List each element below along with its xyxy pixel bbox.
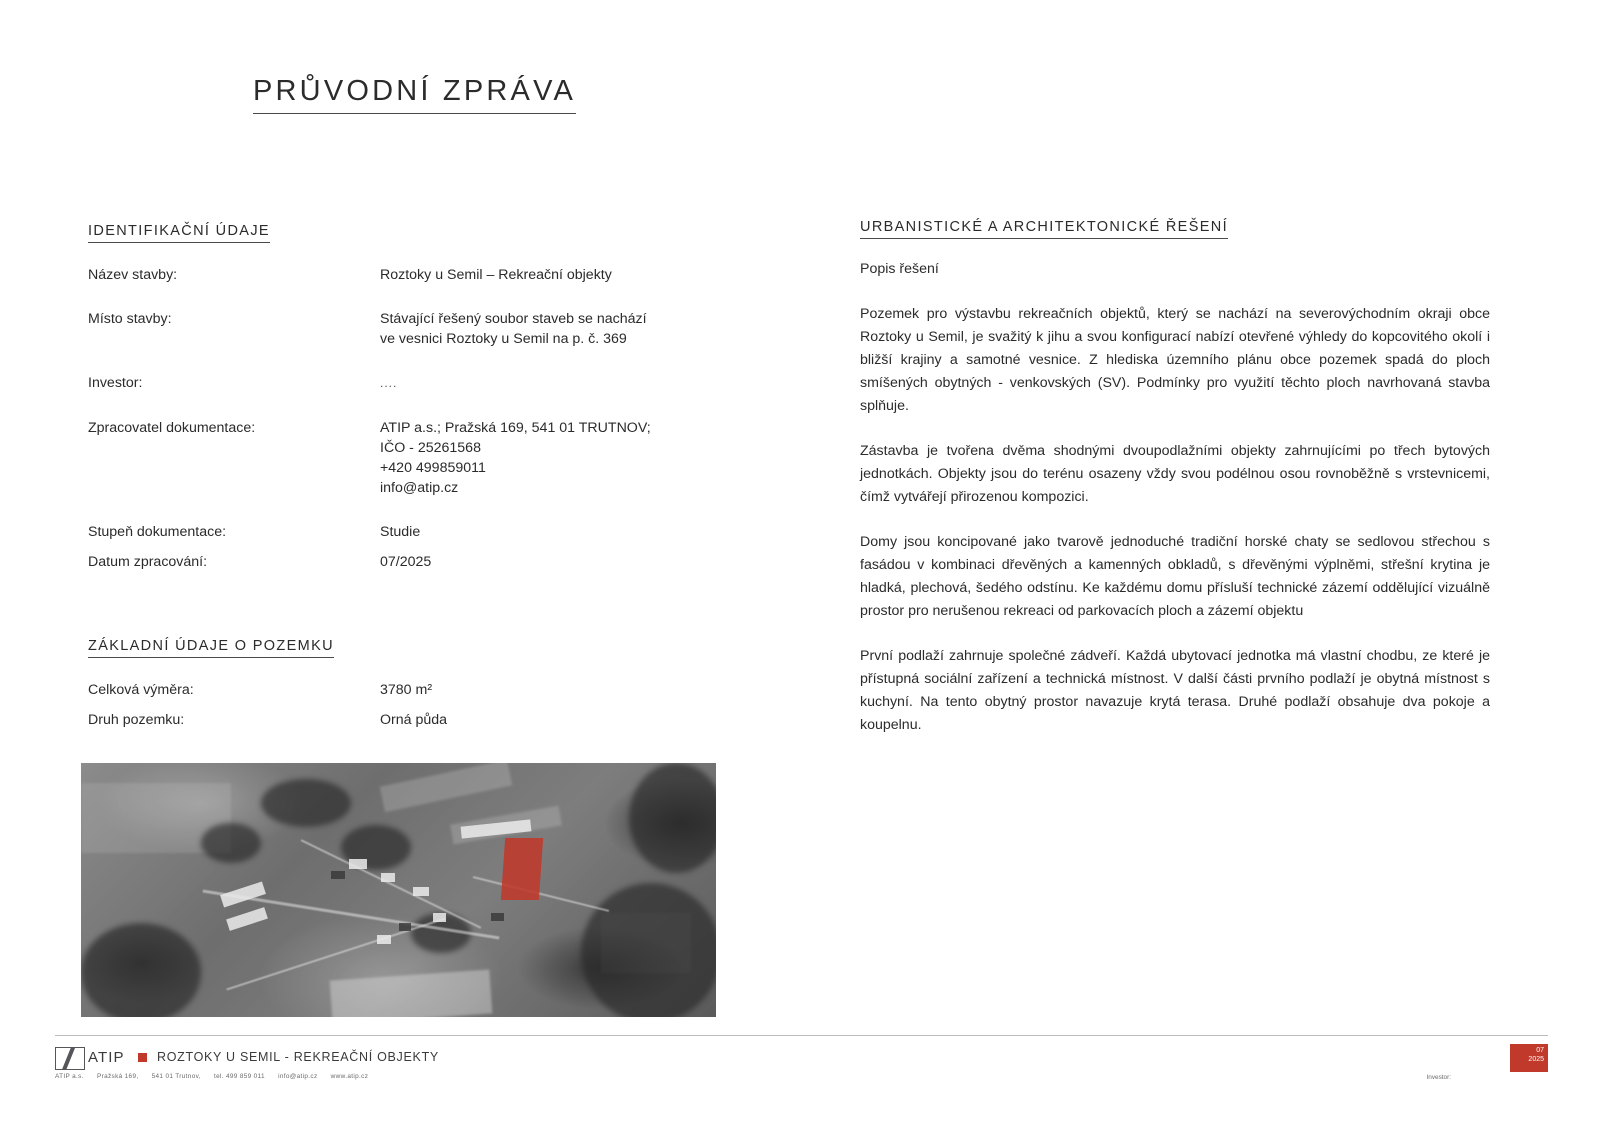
page-date-badge	[1510, 1044, 1548, 1072]
row-value-line: info@atip.cz	[380, 480, 459, 497]
fineprint-item: ATIP a.s.	[55, 1073, 84, 1080]
row-value: Orná půda	[380, 711, 448, 728]
page-footer	[55, 1044, 1548, 1090]
photo-tree-mass	[581, 883, 716, 1017]
row-label: Druh pozemku:	[88, 711, 185, 728]
photo-building	[413, 887, 429, 896]
body-paragraph: Pozemek pro výstavbu rekreačních objektů, který se nachází na severovýchodním okraji obce Roztoky u Semil, je svažitý k jihu a svou konfigurací nabízí otevřené výhledy do kopcovitého okolí i bližší krajiny a samotné vesnice. Z hlediska územního plánu obce pozemek spadá do ploch smíšených obytných - venkovských (SV). Podmínky pro využití těchto ploch navrhovaná stavba splňuje.	[860, 306, 1490, 414]
badge-line-month: 07	[1536, 1047, 1544, 1054]
logo-wordmark: ATIP	[88, 1049, 125, 1066]
row-value	[380, 373, 728, 417]
left-column	[88, 222, 728, 740]
footer-square-marker	[138, 1053, 147, 1062]
row-label: Stupeň dokumentace:	[88, 524, 227, 541]
table-row	[88, 680, 728, 710]
row-value: 3780 m²	[380, 681, 433, 698]
row-value-line: Stávající řešený soubor staveb se nachází	[380, 311, 647, 328]
row-value: Studie	[380, 524, 421, 541]
table-row	[88, 373, 728, 417]
photo-building	[399, 923, 411, 931]
section-heading-identification: IDENTIFIKAČNÍ ÚDAJE	[88, 223, 270, 243]
photo-building	[349, 859, 367, 869]
table-row	[88, 265, 728, 309]
row-value-placeholder: ....	[380, 376, 398, 391]
row-value-line: +420 499859011	[380, 459, 486, 476]
photo-tree-mass	[261, 779, 351, 827]
row-label: Název stavby:	[88, 267, 178, 283]
row-value-line: IČO - 25261568	[380, 439, 481, 456]
footer-project-title: ROZTOKY U SEMIL - REKREAČNÍ OBJEKTY	[157, 1050, 439, 1064]
table-row	[88, 552, 728, 582]
section-heading-land: ZÁKLADNÍ ÚDAJE O POZEMKU	[88, 638, 334, 658]
body-paragraph: Domy jsou koncipované jako tvarově jednoduché tradiční horské chaty se sedlovou střechou s fasádou v kombinaci dřevěných a kamenných obkladů, s dřevěnými výplněmi, střešní krytina je hladká, plechová, šedého odstínu. Ke každému domu přísluší technické zázemí oddělující vizuálně prostor pro nerušenou rekreaci od parkovacích ploch a zázemí objektu	[860, 534, 1490, 619]
photo-building	[331, 871, 345, 879]
row-value-line: ATIP a.s.; Pražská 169, 541 01 TRUTNOV;	[380, 419, 651, 436]
photo-building	[377, 935, 391, 944]
land-block	[88, 637, 728, 740]
footer-divider	[55, 1035, 1548, 1036]
badge-line-year: 2025	[1528, 1055, 1544, 1063]
land-table	[88, 680, 728, 740]
fineprint-item: Pražská 169,	[96, 1073, 139, 1080]
row-label: Zpracovatel dokumentace:	[88, 419, 256, 436]
body-paragraph: První podlaží zahrnuje společné zádveří. Každá ubytovací jednotka má vlastní chodbu, ze které je přístupná sociální zařízení a technická místnost. V další části prvního podlaží je obytná místnost s kuchyní. Na tento obytný prostor navazuje krytá terasa. Druhé podlaží obsahuje dva pokoje a koupelnu.	[860, 648, 1490, 733]
row-value	[380, 418, 728, 523]
row-label: Celková výměra:	[88, 681, 194, 698]
right-column	[860, 218, 1490, 759]
footer-company-details	[55, 1073, 379, 1080]
photo-tree-mass	[629, 763, 716, 873]
photo-tree-mass	[81, 923, 201, 1017]
page-title: PRŮVODNÍ ZPRÁVA	[253, 76, 576, 114]
logo-slash-shape	[61, 1047, 76, 1070]
aerial-site-photo	[81, 763, 716, 1017]
photo-building	[381, 873, 395, 882]
photo-building	[433, 913, 446, 922]
row-label: Datum zpracování:	[88, 554, 208, 571]
row-value	[380, 309, 728, 373]
atip-logo-icon	[55, 1047, 85, 1070]
table-row	[88, 522, 728, 552]
row-value: Roztoky u Semil – Rekreační objekty	[380, 267, 612, 283]
body-paragraph: Zástavba je tvořena dvěma shodnými dvoupodlažními objekty zahrnujícími po třech bytových jednotkách. Objekty jsou do terénu osazeny vždy svou podélnou osou rovnoběžně s vrstevnicemi, čímž vytvářejí přirozenou kompozici.	[860, 443, 1490, 505]
fineprint-item: tel. 499 859 011	[213, 1073, 265, 1080]
fineprint-item: www.atip.cz	[330, 1073, 369, 1080]
table-row	[88, 418, 728, 523]
highlighted-plot-marker	[501, 838, 543, 900]
row-label: Investor:	[88, 375, 143, 392]
identification-table	[88, 265, 728, 583]
section-heading-urbanism: URBANISTICKÉ A ARCHITEKTONICKÉ ŘEŠENÍ	[860, 219, 1228, 239]
fineprint-item: info@atip.cz	[278, 1073, 318, 1080]
photo-building	[491, 913, 504, 921]
fineprint-item: 541 01 Trutnov,	[151, 1073, 201, 1080]
table-row	[88, 710, 728, 740]
row-label: Místo stavby:	[88, 311, 172, 328]
row-value: 07/2025	[380, 554, 432, 571]
subsection-label: Popis řešení	[860, 261, 939, 277]
photo-tree-mass	[201, 823, 261, 863]
table-row	[88, 309, 728, 373]
row-value-line: ve vesnici Roztoky u Semil na p. č. 369	[380, 331, 627, 348]
footer-investor-label: Investor:	[1426, 1074, 1451, 1081]
